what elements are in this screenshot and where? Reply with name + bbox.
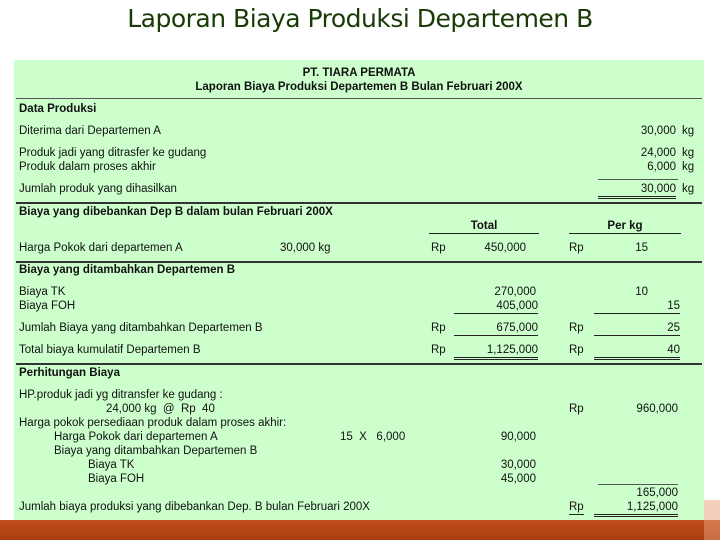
jumlah-ditambahkan-perkg: 25: [594, 321, 680, 336]
kumulatif-perkg: 40: [594, 343, 680, 360]
row-produk-jadi-unit: kg: [682, 147, 695, 159]
jumlah-ditambahkan-total: 675,000: [454, 321, 538, 336]
slide-title: Laporan Biaya Produksi Departemen B: [127, 4, 593, 33]
pdp-biaya-tk-label: Biaya TK: [88, 459, 135, 471]
data-produksi-heading: Data Produksi: [19, 103, 97, 115]
row-pdp-unit: kg: [682, 161, 695, 173]
row-jumlah-produk-label: Jumlah produk yang dihasilkan: [19, 183, 177, 195]
pdp-biaya-ditambahkan-label: Biaya yang ditambahkan Departemen B: [54, 445, 258, 457]
row-diterima-qty: 30,000: [640, 125, 676, 137]
hp-value: 960,000: [636, 403, 678, 415]
pdp-harga-pokok-value: 90,000: [500, 431, 536, 443]
harga-pokok-cur: Rp: [431, 242, 446, 254]
pdp-label: Harga pokok persediaan produk dalam proses akhir:: [19, 417, 287, 429]
harga-pokok-label: Harga Pokok dari departemen A: [19, 242, 183, 254]
row-diterima-label: Diterima dari Departemen A: [19, 125, 161, 137]
hp-calc: 24,000 kg @ Rp 40: [106, 403, 215, 415]
kumulatif-cur2: Rp: [569, 344, 584, 356]
row-produk-jadi-qty: 24,000: [640, 147, 676, 159]
pdp-biaya-tk-value: 30,000: [500, 459, 536, 471]
footer-accent: [704, 500, 720, 540]
biaya-tk-total: 270,000: [494, 286, 536, 298]
pdp-harga-pokok-calc: 15 X 6,000: [340, 431, 406, 443]
jumlah-produk-rule: [598, 179, 678, 180]
row-diterima-unit: kg: [682, 125, 695, 137]
row-pdp-label: Produk dalam proses akhir: [19, 161, 156, 173]
row-pdp-qty: 6,000: [647, 161, 676, 173]
jumlah-biaya-label: Jumlah biaya produksi yang dibebankan Dep. B bulan Februari 200X: [19, 501, 370, 513]
jumlah-biaya-value: 1,125,000: [594, 500, 678, 517]
jumlah-ditambahkan-cur: Rp: [431, 322, 446, 334]
pdp-biaya-foh-value: 45,000: [500, 473, 536, 485]
section-divider-3: [16, 363, 702, 365]
biaya-foh-total: 405,000: [454, 299, 538, 314]
footer-bar: [0, 520, 720, 540]
hp-label: HP.produk jadi yg ditransfer ke gudang :: [19, 389, 223, 401]
harga-pokok-cur2: Rp: [569, 242, 584, 254]
harga-pokok-perkg: 15: [635, 242, 648, 254]
pdp-biaya-foh-label: Biaya FOH: [88, 473, 145, 485]
biaya-tk-perkg: 10: [635, 286, 648, 298]
row-jumlah-produk-unit: kg: [682, 183, 695, 195]
kumulatif-total: 1,125,000: [454, 343, 538, 360]
jumlah-ditambahkan-cur2: Rp: [569, 322, 584, 334]
kumulatif-label: Total biaya kumulatif Departemen B: [19, 344, 201, 356]
pdp-harga-pokok-label: Harga Pokok dari departemen A: [54, 431, 218, 443]
biaya-tk-label: Biaya TK: [19, 286, 66, 298]
section-divider-1: [16, 202, 702, 204]
report-subtitle: Laporan Biaya Produksi Departemen B Bulan Februari 200X: [195, 81, 523, 93]
header-divider: [16, 98, 702, 99]
row-jumlah-produk-qty: 30,000: [598, 182, 676, 199]
perhitungan-heading: Perhitungan Biaya: [19, 367, 120, 379]
pdp-total-rule: [598, 484, 678, 485]
biaya-foh-perkg: 15: [594, 299, 680, 314]
company-name: PT. TIARA PERMATA: [302, 67, 416, 79]
harga-pokok-qty: 30,000 kg: [280, 242, 331, 254]
kumulatif-cur: Rp: [431, 344, 446, 356]
report-panel: [14, 60, 704, 520]
biaya-dibebankan-heading: Biaya yang dibebankan Dep B dalam bulan Februari 200X: [19, 206, 333, 218]
jumlah-ditambahkan-label: Jumlah Biaya yang ditambahkan Departemen B: [19, 322, 263, 334]
col-total-header: Total: [429, 219, 539, 234]
biaya-ditambahkan-heading: Biaya yang ditambahkan Departemen B: [19, 264, 236, 276]
biaya-foh-label: Biaya FOH: [19, 300, 76, 312]
harga-pokok-total: 450,000: [484, 242, 526, 254]
col-perkg-header: Per kg: [569, 219, 681, 234]
hp-cur: Rp: [569, 403, 584, 415]
row-produk-jadi-label: Produk jadi yang ditrasfer ke gudang: [19, 147, 207, 159]
jumlah-biaya-cur: Rp: [569, 501, 584, 513]
pdp-total-value: 165,000: [636, 487, 678, 499]
